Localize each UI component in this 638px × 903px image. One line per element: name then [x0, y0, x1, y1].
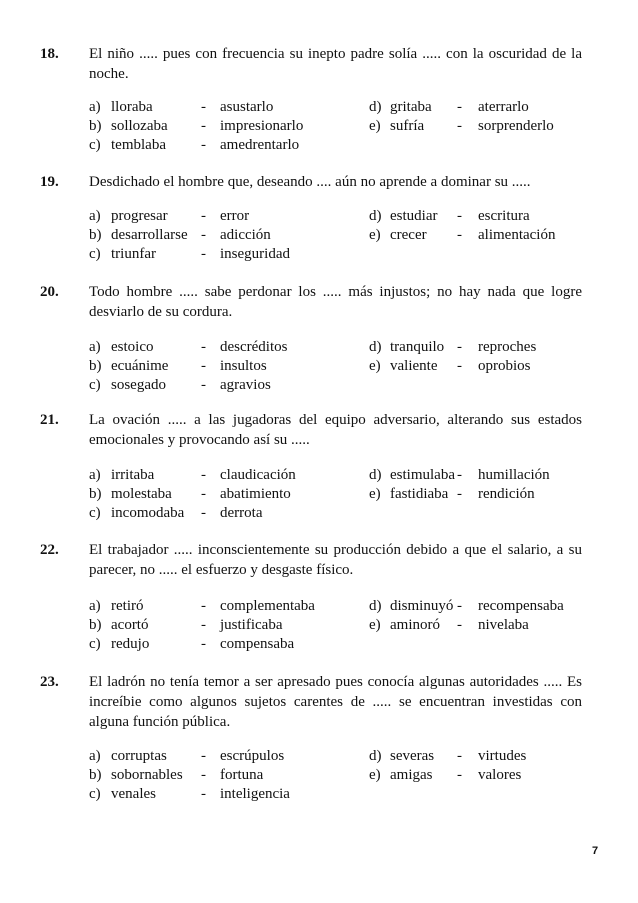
option-separator: - — [201, 358, 206, 374]
option-separator: - — [201, 246, 206, 262]
question-stem: La ovación ..... a las jugadoras del equipo adversario, alterando sus estados emocionales y provocando así su ..... — [89, 412, 582, 448]
option-row — [89, 505, 589, 524]
option-second-word: derrota — [220, 505, 263, 521]
option-separator: - — [201, 786, 206, 802]
option-label: c) — [89, 505, 101, 521]
option-first-word: retiró — [111, 598, 144, 614]
option-row — [89, 617, 589, 636]
option-first-word: tranquilo — [390, 339, 445, 355]
option-second-word: recompensaba — [478, 598, 564, 614]
question-number: 21. — [40, 412, 59, 428]
option-second-word: compensaba — [220, 636, 295, 652]
option-separator: - — [457, 227, 462, 243]
option-label: d) — [369, 99, 382, 115]
option-second-word: justificaba — [220, 617, 283, 633]
option-row — [89, 118, 589, 137]
option-separator: - — [457, 467, 462, 483]
option-second-word: inteligencia — [220, 786, 290, 802]
question-number: 23. — [40, 674, 59, 690]
option-first-word: estoico — [111, 339, 154, 355]
option-separator: - — [201, 377, 206, 393]
option-row — [89, 467, 589, 486]
option-second-word: amedrentarlo — [220, 137, 300, 153]
option-separator: - — [201, 748, 206, 764]
question-stem: El trabajador ..... inconscientemente su producción debido a que el salario, a su parecer, no ..... el esfuerzo y desgaste físico. — [89, 542, 582, 578]
option-label: b) — [89, 486, 102, 502]
option-row — [89, 598, 589, 617]
option-separator: - — [201, 227, 206, 243]
answer-options — [89, 339, 589, 396]
option-first-word: redujo — [111, 636, 150, 652]
option-second-word: complementaba — [220, 598, 315, 614]
option-label: e) — [369, 617, 381, 633]
option-separator: - — [201, 505, 206, 521]
option-label: c) — [89, 137, 101, 153]
option-row — [89, 358, 589, 377]
option-label: d) — [369, 208, 382, 224]
option-first-word: estimulaba — [390, 467, 455, 483]
option-first-word: temblaba — [111, 137, 166, 153]
option-separator: - — [201, 467, 206, 483]
question-number: 18. — [40, 46, 59, 62]
option-first-word: crecer — [390, 227, 427, 243]
option-label: a) — [89, 748, 101, 764]
answer-options — [89, 208, 589, 265]
option-first-word: irritaba — [111, 467, 155, 483]
option-row — [89, 486, 589, 505]
option-first-word: disminuyó — [390, 598, 454, 614]
option-separator: - — [201, 598, 206, 614]
option-label: b) — [89, 767, 102, 783]
option-separator: - — [201, 617, 206, 633]
option-label: b) — [89, 617, 102, 633]
option-second-word: insultos — [220, 358, 267, 374]
option-first-word: sosegado — [111, 377, 166, 393]
option-separator: - — [457, 486, 462, 502]
option-separator: - — [457, 767, 462, 783]
option-first-word: venales — [111, 786, 156, 802]
option-first-word: acortó — [111, 617, 149, 633]
option-separator: - — [201, 339, 206, 355]
option-second-word: alimentación — [478, 227, 556, 243]
option-row — [89, 137, 589, 156]
option-first-word: gritaba — [390, 99, 432, 115]
option-label: b) — [89, 118, 102, 134]
option-separator: - — [201, 137, 206, 153]
option-first-word: ecuánime — [111, 358, 169, 374]
answer-options — [89, 748, 589, 805]
option-separator: - — [201, 767, 206, 783]
question-stem: Desdichado el hombre que, deseando .... aún no aprende a dominar su ..... — [89, 174, 531, 190]
option-first-word: sobornables — [111, 767, 183, 783]
option-first-word: sollozaba — [111, 118, 168, 134]
option-second-word: escrúpulos — [220, 748, 285, 764]
option-label: d) — [369, 598, 382, 614]
option-separator: - — [457, 208, 462, 224]
option-label: b) — [89, 358, 102, 374]
option-label: e) — [369, 118, 381, 134]
option-first-word: fastidiaba — [390, 486, 449, 502]
option-first-word: triunfar — [111, 246, 156, 262]
question-number: 22. — [40, 542, 59, 558]
option-separator: - — [457, 598, 462, 614]
option-label: c) — [89, 246, 101, 262]
option-second-word: inseguridad — [220, 246, 290, 262]
option-label: e) — [369, 767, 381, 783]
option-label: a) — [89, 467, 101, 483]
option-second-word: claudicación — [220, 467, 296, 483]
option-label: b) — [89, 227, 102, 243]
option-row — [89, 99, 589, 118]
answer-options — [89, 467, 589, 524]
option-row — [89, 339, 589, 358]
option-second-word: rendición — [478, 486, 535, 502]
option-first-word: aminoró — [390, 617, 440, 633]
option-separator: - — [457, 748, 462, 764]
option-second-word: fortuna — [220, 767, 264, 783]
option-first-word: amigas — [390, 767, 433, 783]
option-second-word: abatimiento — [220, 486, 291, 502]
option-label: c) — [89, 636, 101, 652]
option-separator: - — [457, 339, 462, 355]
option-second-word: escritura — [478, 208, 530, 224]
option-row — [89, 636, 589, 655]
option-first-word: severas — [390, 748, 435, 764]
option-label: c) — [89, 377, 101, 393]
option-second-word: descréditos — [220, 339, 288, 355]
answer-options — [89, 598, 589, 655]
option-second-word: reproches — [478, 339, 537, 355]
option-second-word: agravios — [220, 377, 271, 393]
option-second-word: aterrarlo — [478, 99, 529, 115]
option-label: d) — [369, 339, 382, 355]
option-first-word: progresar — [111, 208, 168, 224]
option-row — [89, 377, 589, 396]
option-first-word: estudiar — [390, 208, 438, 224]
option-separator: - — [201, 208, 206, 224]
answer-options — [89, 99, 589, 156]
option-row — [89, 786, 589, 805]
option-row — [89, 208, 589, 227]
option-separator: - — [201, 118, 206, 134]
option-label: d) — [369, 467, 382, 483]
option-label: e) — [369, 486, 381, 502]
option-label: e) — [369, 358, 381, 374]
option-label: a) — [89, 339, 101, 355]
option-first-word: lloraba — [111, 99, 153, 115]
question-stem: Todo hombre ..... sabe perdonar los ..... más injustos; no hay nada que logre desviarlo de su cordura. — [89, 284, 582, 320]
option-label: a) — [89, 598, 101, 614]
question-stem: El niño ..... pues con frecuencia su inepto padre solía ..... con la oscuridad de la noche. — [89, 46, 582, 82]
option-separator: - — [457, 99, 462, 115]
option-first-word: corruptas — [111, 748, 167, 764]
option-second-word: virtudes — [478, 748, 527, 764]
option-separator: - — [457, 118, 462, 134]
option-label: a) — [89, 208, 101, 224]
option-second-word: nivelaba — [478, 617, 529, 633]
option-second-word: humillación — [478, 467, 550, 483]
option-second-word: adicción — [220, 227, 271, 243]
option-separator: - — [201, 486, 206, 502]
option-row — [89, 227, 589, 246]
option-label: c) — [89, 786, 101, 802]
option-second-word: sorprenderlo — [478, 118, 554, 134]
option-separator: - — [201, 99, 206, 115]
option-first-word: molestaba — [111, 486, 172, 502]
option-first-word: incomodaba — [111, 505, 185, 521]
option-second-word: asustarlo — [220, 99, 274, 115]
option-separator: - — [201, 636, 206, 652]
option-row — [89, 767, 589, 786]
option-second-word: error — [220, 208, 250, 224]
option-separator: - — [457, 358, 462, 374]
option-first-word: sufría — [390, 118, 425, 134]
question-number: 20. — [40, 284, 59, 300]
option-label: a) — [89, 99, 101, 115]
option-first-word: desarrollarse — [111, 227, 188, 243]
option-second-word: impresionarlo — [220, 118, 304, 134]
option-first-word: valiente — [390, 358, 438, 374]
option-separator: - — [457, 617, 462, 633]
option-label: d) — [369, 748, 382, 764]
option-row — [89, 246, 589, 265]
option-row — [89, 748, 589, 767]
page-number: 7 — [592, 845, 599, 857]
option-second-word: oprobios — [478, 358, 531, 374]
question-stem: El ladrón no tenía temor a ser apresado pues conocía algunas autoridades ..... Es increíbie como algunos sujetos carentes de ..... se encuentran investidas con alguna función pública. — [89, 674, 582, 730]
option-label: e) — [369, 227, 381, 243]
option-second-word: valores — [478, 767, 522, 783]
question-number: 19. — [40, 174, 59, 190]
